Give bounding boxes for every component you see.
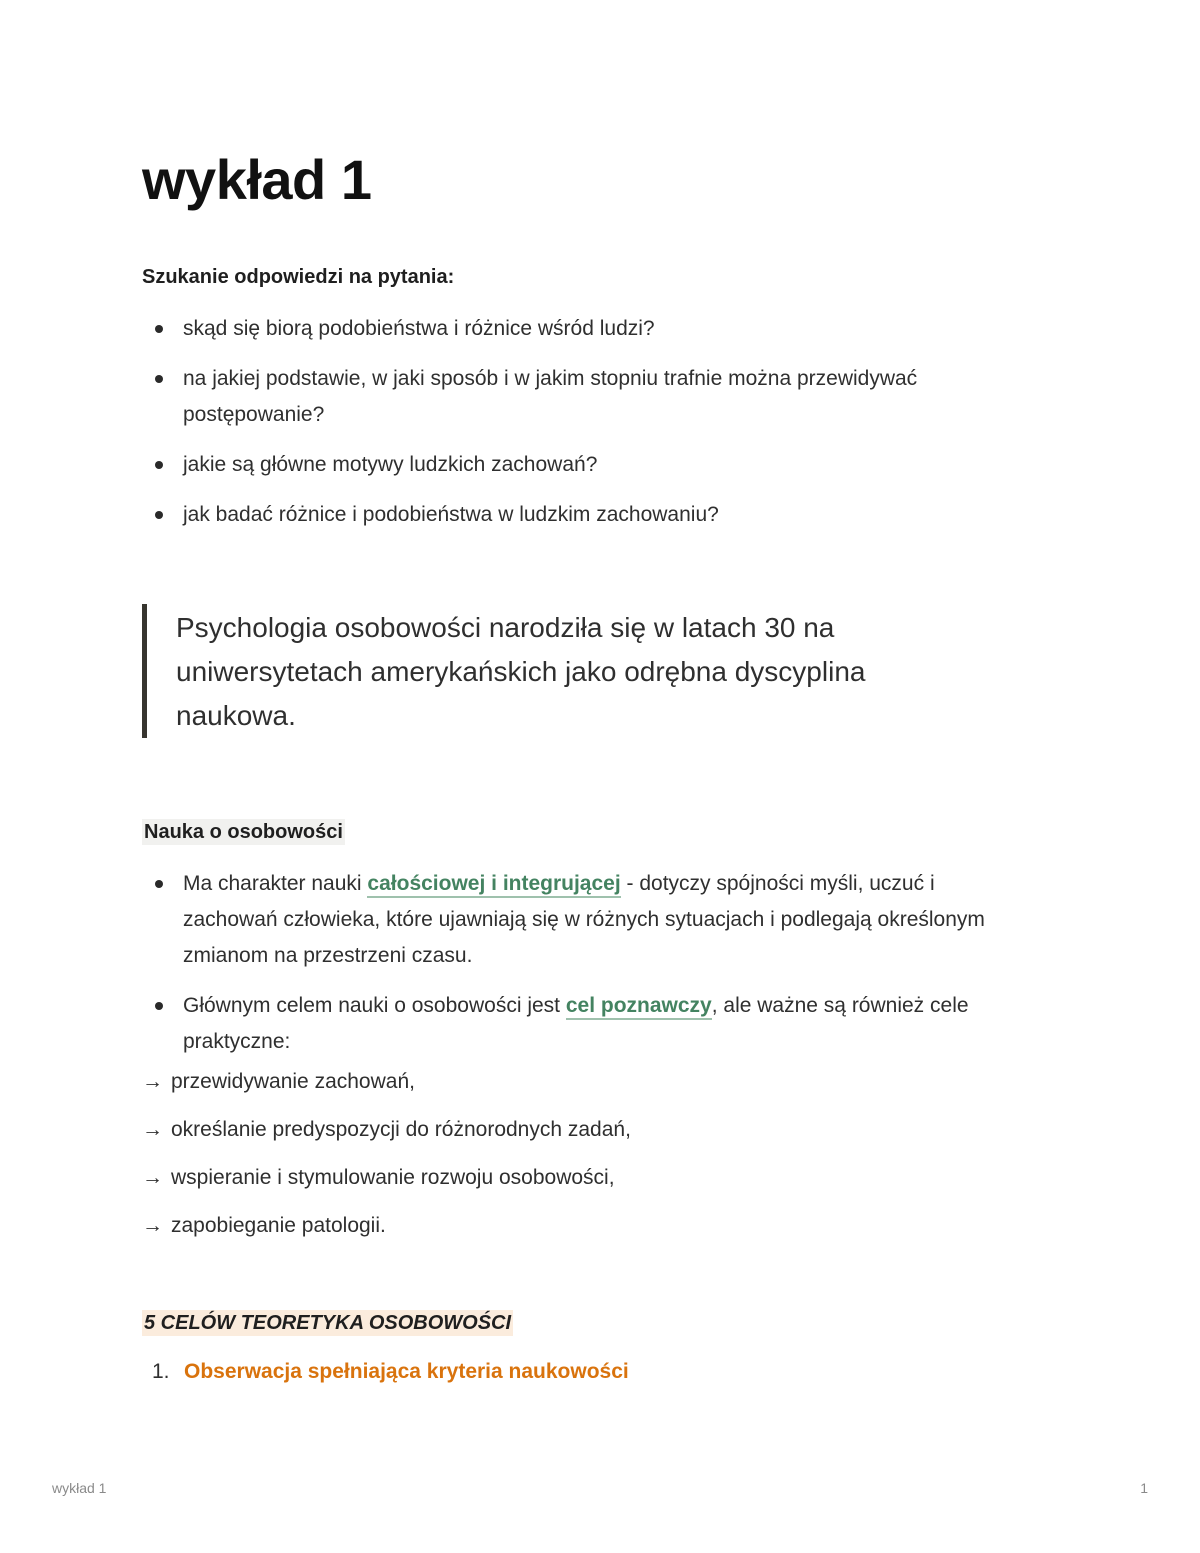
arrow-line: [142, 1208, 631, 1244]
list-item-text-after: - dotyczy spójności myśli, uczuć i zachowań człowieka, które ujawniają się w różnych sytuacjach i podlegają określonym zmianom na przestrzeni czasu.: [183, 872, 985, 967]
arrow-line-text: przewidywanie zachowań,: [171, 1070, 415, 1093]
item-number: 1.: [152, 1360, 170, 1383]
list-item: [142, 866, 1003, 974]
practical-goals-list: [142, 1064, 631, 1256]
footer-title: wykład 1: [52, 1480, 107, 1496]
list-item-text-after: , ale ważne są również cele praktyczne:: [183, 994, 969, 1053]
arrow-line-text: wspieranie i stymulowanie rozwoju osobowości,: [171, 1166, 615, 1189]
arrow-line-text: określanie predyspozycji do różnorodnych zadań,: [171, 1118, 631, 1141]
bullet-icon: [155, 325, 163, 333]
arrow-right-icon: →: [142, 1214, 163, 1237]
bullet-icon: [155, 461, 163, 469]
bullet-icon: [155, 375, 163, 383]
numbered-item-text: Obserwacja spełniająca kryteria naukowości: [184, 1360, 629, 1383]
list-item-text: jak badać różnice i podobieństwa w ludzkim zachowaniu?: [183, 503, 719, 526]
numbered-item: [142, 1354, 629, 1390]
list-item: [142, 447, 1042, 483]
list-item-text: jakie są główne motywy ludzkich zachowań?: [183, 453, 598, 476]
list-item-text-before: Głównym celem nauki o osobowości jest: [183, 994, 566, 1017]
quote-block: [142, 604, 1007, 738]
keyword-link-holistic[interactable]: całościowej i integrującej: [367, 872, 620, 898]
questions-list: [142, 311, 1042, 547]
section-heading-questions: Szukanie odpowiedzi na pytania:: [142, 266, 455, 288]
highlighted-heading: Nauka o osobowości: [144, 821, 343, 843]
page-title: wykład 1: [142, 148, 372, 211]
highlighted-heading: 5 CELÓW TEORETYKA OSOBOWOŚCI: [144, 1312, 512, 1334]
science-list: [142, 866, 1042, 1074]
list-item-text: skąd się biorą podobieństwa i różnice wśród ludzi?: [183, 317, 655, 340]
bullet-icon: [155, 1002, 163, 1010]
arrow-line: [142, 1112, 631, 1148]
list-item-text-before: Ma charakter nauki: [183, 872, 368, 895]
arrow-line-text: zapobieganie patologii.: [171, 1214, 386, 1237]
arrow-line: [142, 1064, 631, 1100]
list-item: [142, 311, 1042, 347]
section-heading-five-goals: [142, 1309, 513, 1337]
quote-text: Psychologia osobowości narodziła się w latach 30 na uniwersytetach amerykańskich jako odrębna dyscyplina naukowa.: [176, 612, 866, 731]
section-heading-personality-science: [142, 818, 345, 846]
bullet-icon: [155, 511, 163, 519]
arrow-right-icon: →: [142, 1118, 163, 1141]
list-item: [142, 988, 1003, 1060]
list-item: [142, 361, 943, 433]
page-number: 1: [1140, 1480, 1148, 1496]
bullet-icon: [155, 880, 163, 888]
arrow-line: [142, 1160, 631, 1196]
arrow-right-icon: →: [142, 1166, 163, 1189]
five-goals-list: [142, 1354, 629, 1390]
arrow-right-icon: →: [142, 1070, 163, 1093]
keyword-link-cognitive-goal[interactable]: cel poznawczy: [566, 994, 712, 1020]
list-item: [142, 497, 1042, 533]
list-item-text: na jakiej podstawie, w jaki sposób i w jakim stopniu trafnie można przewidywać postępowanie?: [183, 367, 918, 426]
